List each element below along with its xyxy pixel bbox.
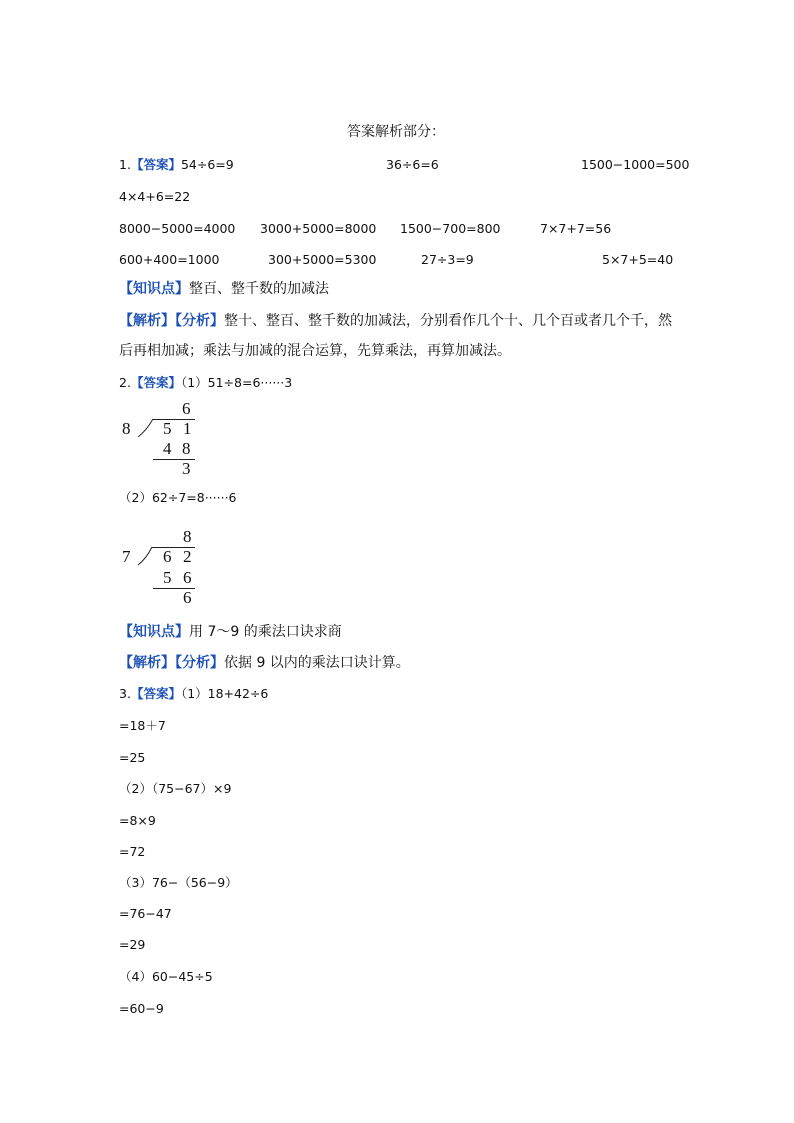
step-line: （4）60−45÷5: [119, 969, 213, 984]
step-line: =72: [119, 844, 146, 859]
product-digit: 5: [163, 568, 172, 587]
answer-item: 600+400=1000: [119, 252, 220, 267]
knowledge-tag: 【知识点】: [119, 281, 189, 297]
dividend-digit: 1: [183, 419, 192, 438]
analysis-text: 后再相加减；乘法与加减的混合运算，先算乘法，再算加减法。: [119, 343, 511, 359]
answer-item: 3000+5000=8000: [260, 221, 377, 236]
answer-item: 36÷6=6: [386, 157, 439, 172]
answer-part: （1）51÷8=6······3: [180, 375, 293, 390]
analysis-tag: 【解析】【分析】: [119, 313, 224, 329]
analysis-text: 整十、整百、整千数的加减法，分别看作几个十、几个百或者几个千，然: [224, 313, 672, 329]
product-digit: 8: [182, 439, 191, 458]
knowledge-text: 整百、整千数的加减法: [189, 281, 329, 297]
answer-item: 4×4+6=22: [119, 189, 191, 204]
analysis-line: [119, 313, 672, 329]
remainder: 6: [183, 588, 192, 607]
question-number: 2.: [119, 375, 131, 390]
dividend-digit: 6: [163, 547, 172, 566]
answer-item: 8000−5000=4000: [119, 221, 236, 236]
answer-tag: 【答案】: [130, 686, 181, 701]
product-digit: 6: [183, 568, 192, 587]
step-line: （1）18+42÷6: [180, 686, 269, 701]
answer-item: 54÷6=9: [180, 157, 234, 172]
knowledge-tag: 【知识点】: [119, 624, 189, 640]
analysis-tag: 【解析】【分析】: [119, 655, 224, 671]
step-line: （3）76−（56−9）: [119, 875, 238, 890]
divisor: 8: [122, 419, 131, 438]
step-line: =76−47: [119, 906, 172, 921]
dividend-digit: 2: [183, 547, 192, 566]
answer-item: 1500−700=800: [400, 221, 501, 236]
dividend-digit: 5: [163, 419, 172, 438]
page-title: 答案解析部分：: [347, 124, 445, 140]
question-1-line: [119, 157, 234, 173]
knowledge-line: [119, 281, 329, 297]
answer-item: 1500−1000=500: [581, 157, 690, 172]
product-digit: 4: [163, 439, 172, 458]
step-line: =8×9: [119, 813, 156, 828]
answer-item: 5×7+5=40: [602, 252, 674, 267]
answer-item: 300+5000=5300: [268, 252, 377, 267]
answer-part: （2）62÷7=8······6: [119, 490, 237, 505]
quotient: 6: [182, 399, 191, 418]
step-line: =29: [119, 937, 146, 952]
question-3-line: [119, 686, 268, 702]
answer-tag: 【答案】: [130, 375, 181, 390]
division-bracket: [136, 547, 156, 567]
knowledge-line: [119, 624, 342, 640]
analysis-line: [119, 655, 410, 671]
question-number: 3.: [119, 686, 131, 701]
answer-item: 7×7+7=56: [540, 221, 612, 236]
step-line: =25: [119, 750, 146, 765]
divisor: 7: [122, 547, 131, 566]
question-2-line: [119, 375, 292, 391]
step-line: =60−9: [119, 1001, 164, 1016]
remainder: 3: [182, 459, 191, 478]
step-line: （2）（75−67）×9: [119, 781, 232, 796]
division-bracket: [136, 419, 156, 439]
step-line: =18＋7: [119, 718, 166, 733]
analysis-text: 依据 9 以内的乘法口诀计算。: [224, 655, 410, 671]
answer-tag: 【答案】: [130, 157, 181, 172]
question-number: 1.: [119, 157, 131, 172]
knowledge-text: 用 7～9 的乘法口诀求商: [189, 624, 342, 640]
answer-item: 27÷3=9: [421, 252, 474, 267]
quotient: 8: [183, 527, 192, 546]
